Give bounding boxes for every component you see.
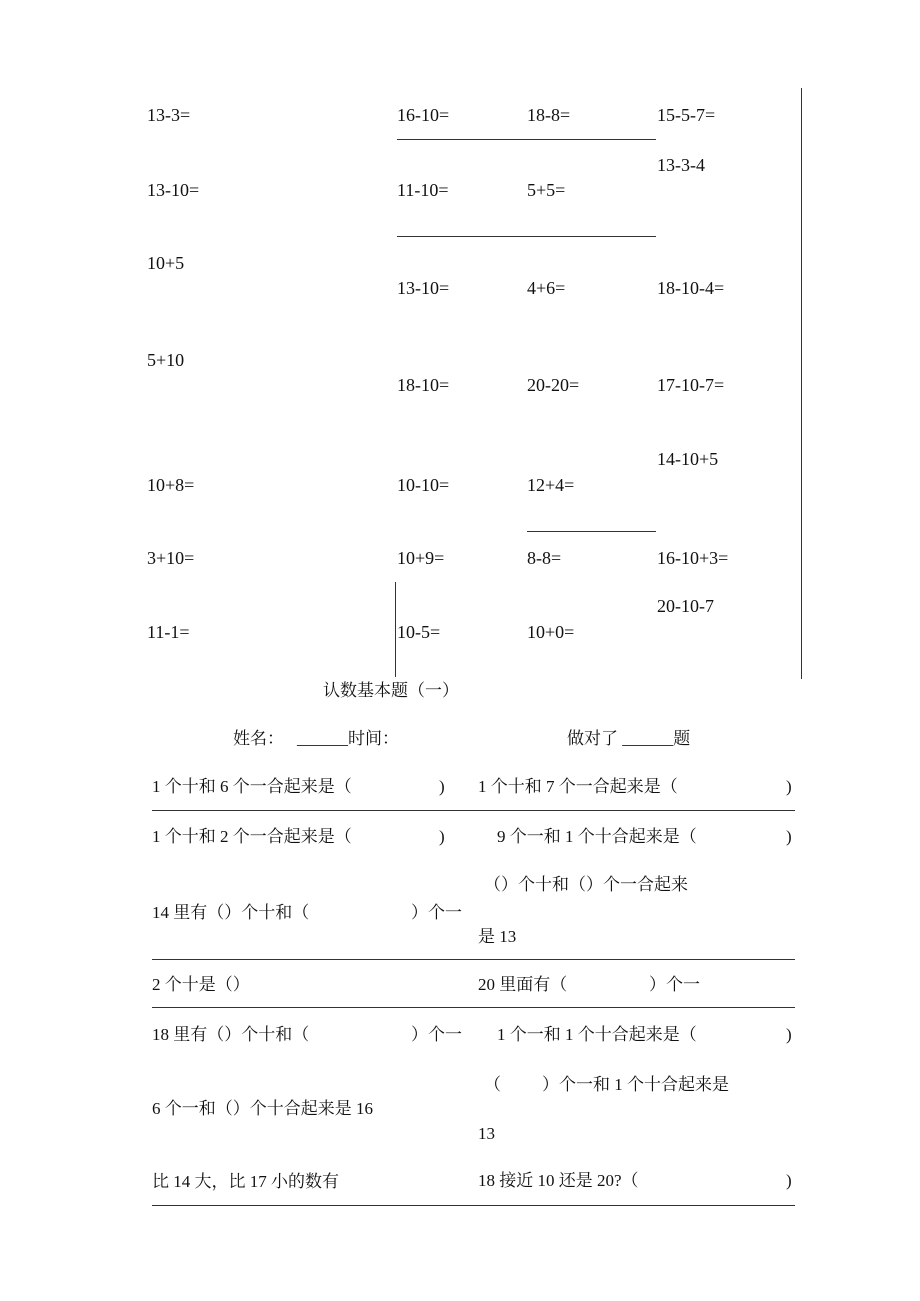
question-left: 6 个一和（）个十合起来是 16 bbox=[152, 1099, 373, 1118]
question-right: ）个一 bbox=[649, 975, 700, 994]
arith-item: 12+4= bbox=[527, 475, 575, 495]
question-right: 1 个一和 1 个十合起来是（ bbox=[497, 1025, 697, 1044]
divider-line bbox=[152, 1007, 795, 1008]
paren-close: ) bbox=[786, 1025, 792, 1044]
arith-item: 18-10-4= bbox=[657, 278, 725, 298]
arith-item: 11-1= bbox=[147, 622, 190, 642]
question-right: 9 个一和 1 个十合起来是（ bbox=[497, 827, 697, 846]
question-right: 13 bbox=[478, 1124, 495, 1143]
question-left: 2 个十是（） bbox=[152, 975, 250, 994]
question-right: （ bbox=[484, 1075, 501, 1094]
arith-item: 18-8= bbox=[527, 105, 571, 125]
arith-item: 5+10 bbox=[147, 350, 185, 370]
page-title: 认数基本题（一） bbox=[323, 681, 459, 700]
arith-item: 8-8= bbox=[527, 548, 562, 568]
question-left: 1 个十和 6 个一合起来是（ bbox=[152, 777, 352, 796]
divider-line bbox=[397, 139, 656, 140]
arith-item: 10-10= bbox=[397, 475, 450, 495]
name-label: 姓名： bbox=[233, 729, 284, 748]
divider-line bbox=[152, 1205, 795, 1206]
arith-item: 10+0= bbox=[527, 622, 575, 642]
arith-item: 16-10+3= bbox=[657, 548, 729, 568]
arith-item: 20-10-7 bbox=[657, 596, 714, 616]
question-right: 20 里面有（ bbox=[478, 975, 568, 994]
divider-line bbox=[801, 88, 802, 679]
question-right: 1 个十和 7 个一合起来是（ bbox=[478, 777, 678, 796]
score-label: 做对了 ______题 bbox=[567, 729, 691, 748]
question-left: 比 14 大，比 17 小的数有 bbox=[152, 1172, 339, 1191]
arith-item: 13-10= bbox=[397, 278, 450, 298]
paren-close: ) bbox=[786, 827, 792, 846]
paren-close: ) bbox=[786, 777, 792, 796]
divider-line bbox=[397, 236, 656, 237]
paren-close: ) bbox=[439, 827, 445, 846]
arith-item: 15-5-7= bbox=[657, 105, 716, 125]
arith-item: 20-20= bbox=[527, 375, 580, 395]
arith-item: 18-10= bbox=[397, 375, 450, 395]
arith-item: 11-10= bbox=[397, 180, 449, 200]
time-label: ______时间： bbox=[297, 729, 399, 748]
paren-close: ) bbox=[439, 777, 445, 796]
arith-item: 10+8= bbox=[147, 475, 195, 495]
arith-item: 5+5= bbox=[527, 180, 566, 200]
question-left: 1 个十和 2 个一合起来是（ bbox=[152, 827, 352, 846]
question-right: 是 13 bbox=[478, 927, 517, 946]
question-right: （）个十和（）个一合起来 bbox=[484, 875, 688, 894]
arith-item: 10-5= bbox=[397, 622, 441, 642]
question-left: 14 里有（）个十和（ bbox=[152, 903, 310, 922]
divider-line bbox=[152, 959, 795, 960]
paren-close: ) bbox=[786, 1171, 792, 1190]
arith-item: 10+9= bbox=[397, 548, 445, 568]
arith-item: 13-10= bbox=[147, 180, 200, 200]
arith-item: 4+6= bbox=[527, 278, 566, 298]
paren-close: ）个一 bbox=[411, 903, 462, 922]
divider-line bbox=[395, 582, 396, 677]
arith-item: 10+5 bbox=[147, 253, 185, 273]
arith-item: 13-3-4 bbox=[657, 155, 705, 175]
divider-line bbox=[527, 531, 656, 532]
arith-item: 16-10= bbox=[397, 105, 450, 125]
arith-item: 17-10-7= bbox=[657, 375, 725, 395]
question-right: ）个一和 1 个十合起来是 bbox=[542, 1075, 729, 1094]
arith-item: 14-10+5 bbox=[657, 449, 719, 469]
arith-item: 3+10= bbox=[147, 548, 195, 568]
arith-item: 13-3= bbox=[147, 105, 191, 125]
paren-close: ）个一 bbox=[411, 1025, 462, 1044]
question-left: 18 里有（）个十和（ bbox=[152, 1025, 310, 1044]
divider-line bbox=[152, 810, 795, 811]
question-right: 18 接近 10 还是 20?（ bbox=[478, 1171, 639, 1190]
